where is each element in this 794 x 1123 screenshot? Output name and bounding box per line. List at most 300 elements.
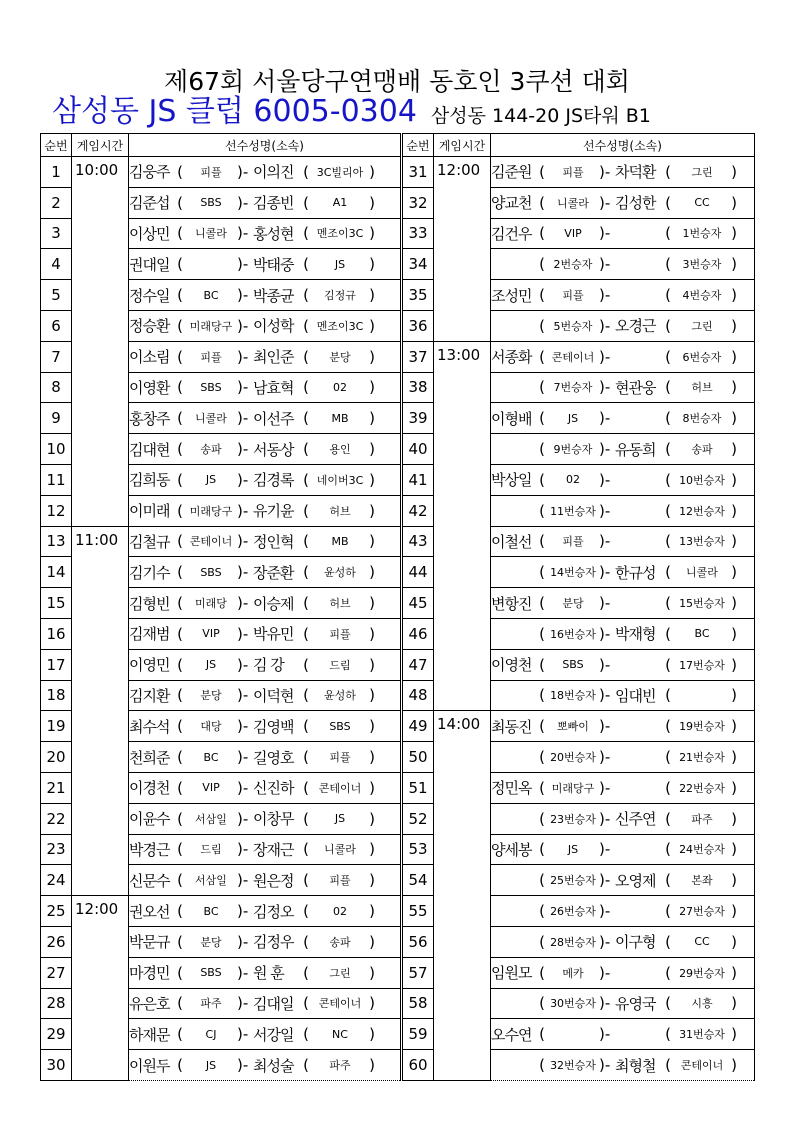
player-b-club: 22번승자 (679, 781, 725, 795)
versus-dash: )- (599, 193, 611, 212)
player-b-club: 용인 (329, 443, 351, 457)
match-number: 36 (403, 310, 434, 341)
player-b-name: 장준환 (253, 563, 294, 582)
match-number: 2 (41, 187, 72, 218)
club-name: 삼성동 JS 클럽 6005-0304 (52, 94, 417, 129)
paren-open: ( (665, 717, 671, 736)
player-pair (129, 711, 401, 742)
paren-open: ( (539, 1025, 545, 1044)
match-number: 1 (41, 157, 72, 188)
player-b-name: 유동희 (615, 440, 656, 459)
paren-open: ( (177, 347, 183, 366)
player-b-club: 6번승자 (682, 350, 722, 364)
paren-open: ( (177, 994, 183, 1013)
versus-dash: )- (237, 409, 249, 428)
match-number: 28 (41, 988, 72, 1019)
match-number: 7 (41, 341, 72, 372)
pair-line (491, 711, 754, 741)
player-a-club: 23번승자 (550, 812, 596, 826)
player-b-club: 윤성하 (324, 566, 356, 580)
player-b-name: 서동상 (253, 440, 294, 459)
paren-close: ) (369, 1056, 375, 1074)
player-pair (491, 372, 755, 403)
player-a-name: 김철규 (129, 532, 170, 551)
paren-open: ( (303, 286, 309, 305)
paren-open: ( (665, 778, 671, 797)
pair-line (129, 465, 400, 495)
match-number: 33 (403, 218, 434, 249)
player-b-name: 오경근 (615, 317, 656, 336)
player-pair (129, 957, 401, 988)
paren-close: ) (369, 286, 375, 305)
player-a-club: SBS (200, 380, 222, 394)
player-a-club: 니콜라 (557, 196, 589, 210)
paren-open: ( (177, 409, 183, 428)
player-a-club: JS (567, 411, 579, 425)
player-a-club: SBS (562, 658, 584, 672)
versus-dash: )- (237, 809, 249, 828)
player-a-club: VIP (202, 627, 220, 641)
paren-close: ) (731, 963, 737, 982)
match-number: 58 (403, 988, 434, 1019)
player-a-name: 하재문 (129, 1025, 170, 1044)
paren-open: ( (303, 378, 309, 397)
player-a-club: 피플 (562, 165, 584, 179)
player-a-club: 서삼일 (195, 874, 227, 888)
paren-open: ( (303, 162, 309, 181)
player-pair (129, 1050, 401, 1081)
paren-close: ) (369, 1025, 375, 1044)
player-b-club: 27번승자 (679, 905, 725, 919)
pair-line (129, 188, 400, 218)
paren-open: ( (665, 624, 671, 643)
paren-close: ) (731, 778, 737, 797)
player-pair (129, 403, 401, 434)
player-a-name: 유은호 (129, 994, 170, 1013)
player-a-club: VIP (202, 781, 220, 795)
paren-open: ( (177, 378, 183, 397)
paren-close: ) (369, 840, 375, 859)
player-pair (491, 187, 755, 218)
paren-close: ) (731, 440, 737, 459)
paren-open: ( (665, 563, 671, 582)
pair-line (491, 896, 754, 926)
player-a-name: 권대일 (129, 255, 170, 274)
player-b-club: 니콜라 (686, 566, 718, 580)
versus-dash: )- (237, 871, 249, 890)
versus-dash: )- (599, 840, 611, 859)
versus-dash: )- (237, 655, 249, 674)
pair-line (491, 373, 754, 403)
player-pair (129, 249, 401, 280)
player-pair (491, 526, 755, 557)
player-b-club: 파주 (691, 812, 713, 826)
player-b-name: 이의진 (253, 163, 294, 182)
game-time: 10:00 (72, 157, 129, 527)
player-b-name: 홍성현 (253, 224, 294, 243)
player-b-name: 차덕환 (615, 163, 656, 182)
player-a-club: 피플 (562, 289, 584, 303)
versus-dash: )- (237, 286, 249, 305)
paren-open: ( (665, 378, 671, 397)
player-b-name: 이창무 (253, 810, 294, 829)
versus-dash: )- (237, 624, 249, 643)
paren-open: ( (539, 717, 545, 736)
paren-close: ) (731, 193, 737, 212)
player-b-club: BC (694, 627, 710, 641)
paren-open: ( (665, 994, 671, 1013)
player-a-name: 조성민 (491, 286, 532, 305)
versus-dash: )- (599, 532, 611, 551)
player-b-club: 피플 (329, 874, 351, 888)
paren-open: ( (539, 840, 545, 859)
player-pair (491, 341, 755, 372)
player-a-name: 이영민 (129, 656, 170, 675)
paren-open: ( (303, 902, 309, 921)
paren-close: ) (369, 871, 375, 890)
player-a-name: 이경천 (129, 779, 170, 798)
paren-open: ( (665, 963, 671, 982)
player-a-club: 대당 (200, 720, 222, 734)
versus-dash: )- (237, 1025, 249, 1044)
player-b-club: 콘테이너 (318, 781, 362, 795)
paren-open: ( (539, 224, 545, 243)
pair-line (129, 804, 400, 834)
match-number: 25 (41, 896, 72, 927)
player-b-name: 박태중 (253, 255, 294, 274)
paren-open: ( (177, 717, 183, 736)
match-number: 43 (403, 526, 434, 557)
player-a-club: CJ (205, 1027, 217, 1041)
paren-close: ) (369, 563, 375, 582)
versus-dash: )- (237, 778, 249, 797)
player-a-name: 이영환 (129, 378, 170, 397)
versus-dash: )- (599, 624, 611, 643)
match-number: 35 (403, 280, 434, 311)
player-b-name: 원 훈 (253, 964, 284, 983)
paren-open: ( (177, 932, 183, 951)
player-b-name: 최성술 (253, 1056, 294, 1075)
paren-open: ( (539, 1056, 545, 1074)
player-b-name: 오영제 (615, 871, 656, 890)
paren-open: ( (665, 1025, 671, 1044)
versus-dash: )- (599, 409, 611, 428)
pair-line (491, 588, 754, 618)
versus-dash: )- (599, 224, 611, 243)
player-b-name: 남효혁 (253, 378, 294, 397)
paren-close: ) (369, 224, 375, 243)
pair-line (129, 157, 400, 187)
paren-open: ( (177, 655, 183, 674)
paren-open: ( (539, 470, 545, 489)
player-a-name: 이상민 (129, 224, 170, 243)
player-pair (491, 464, 755, 495)
paren-close: ) (369, 686, 375, 705)
player-a-club: 분당 (562, 597, 584, 611)
player-b-club: 13번승자 (679, 535, 725, 549)
paren-open: ( (303, 717, 309, 736)
player-a-name: 김기수 (129, 563, 170, 582)
pair-line (129, 342, 400, 372)
pair-line (129, 711, 400, 741)
player-b-name: 서강일 (253, 1025, 294, 1044)
player-b-club: 8번승자 (682, 412, 722, 426)
match-number: 55 (403, 896, 434, 927)
player-b-name: 김정우 (253, 933, 294, 952)
paren-open: ( (539, 347, 545, 366)
match-number: 5 (41, 280, 72, 311)
paren-open: ( (539, 686, 545, 705)
paren-open: ( (539, 932, 545, 951)
player-b-name: 이성학 (253, 317, 294, 336)
pair-line (491, 1050, 754, 1080)
paren-close: ) (731, 871, 737, 890)
player-b-club: 3C빌리아 (316, 165, 364, 179)
player-b-name: 이덕현 (253, 686, 294, 705)
versus-dash: )- (237, 501, 249, 520)
player-pair (491, 711, 755, 742)
pair-line (491, 403, 754, 433)
versus-dash: )- (237, 840, 249, 859)
club-info (52, 94, 752, 128)
versus-dash: )- (599, 778, 611, 797)
player-a-club: 16번승자 (550, 627, 596, 641)
paren-open: ( (665, 347, 671, 366)
versus-dash: )- (599, 255, 611, 274)
player-a-club: JS (567, 842, 579, 856)
paren-open: ( (303, 778, 309, 797)
player-pair (491, 1050, 755, 1081)
paren-close: ) (731, 347, 737, 366)
paren-close: ) (731, 686, 737, 705)
match-number: 45 (403, 588, 434, 619)
table-row (41, 896, 401, 927)
paren-open: ( (539, 963, 545, 982)
player-a-name: 신문수 (129, 871, 170, 890)
match-number: 34 (403, 249, 434, 280)
player-a-club: SBS (200, 966, 222, 980)
paren-open: ( (303, 871, 309, 890)
paren-open: ( (303, 470, 309, 489)
paren-close: ) (369, 532, 375, 551)
player-a-club: 26번승자 (550, 905, 596, 919)
paren-open: ( (539, 994, 545, 1013)
paren-close: ) (369, 902, 375, 921)
player-b-club: 15번승자 (679, 597, 725, 611)
match-number: 60 (403, 1050, 434, 1081)
table-row (41, 157, 401, 188)
paren-close: ) (369, 409, 375, 428)
player-a-club: SBS (200, 196, 222, 210)
player-a-name: 박상일 (491, 471, 532, 490)
versus-dash: )- (237, 316, 249, 335)
player-b-club: 드림 (329, 658, 351, 672)
player-b-club: 1번승자 (682, 227, 722, 241)
player-b-name: 유기윤 (253, 502, 294, 521)
paren-open: ( (177, 316, 183, 335)
paren-open: ( (303, 809, 309, 828)
player-a-club: VIP (564, 226, 582, 240)
pair-line (491, 958, 754, 988)
paren-open: ( (665, 748, 671, 767)
match-number: 8 (41, 372, 72, 403)
match-number: 9 (41, 403, 72, 434)
match-number: 11 (41, 464, 72, 495)
player-a-club: SBS (200, 565, 222, 579)
paren-open: ( (539, 594, 545, 613)
player-pair (129, 803, 401, 834)
match-number: 50 (403, 742, 434, 773)
match-number: 13 (41, 526, 72, 557)
player-b-club: 02 (333, 904, 347, 918)
paren-open: ( (177, 501, 183, 520)
player-a-club: 미래당구 (189, 504, 233, 518)
pair-line (129, 434, 400, 464)
player-pair (491, 896, 755, 927)
player-b-club: 네이버3C (316, 473, 364, 487)
player-pair (491, 772, 755, 803)
paren-open: ( (303, 347, 309, 366)
player-a-club: 32번승자 (550, 1059, 596, 1072)
player-a-name: 김희동 (129, 471, 170, 490)
player-a-club: 서삼일 (195, 812, 227, 826)
player-a-name: 박경근 (129, 840, 170, 859)
match-number: 40 (403, 434, 434, 465)
paren-close: ) (731, 286, 737, 305)
player-pair (129, 772, 401, 803)
pair-line (491, 342, 754, 372)
player-b-name: 정인혁 (253, 532, 294, 551)
player-a-club: JS (205, 1058, 217, 1072)
match-number: 3 (41, 218, 72, 249)
paren-open: ( (665, 932, 671, 951)
player-pair (129, 157, 401, 188)
player-pair (491, 157, 755, 188)
player-pair (129, 988, 401, 1019)
match-number: 32 (403, 187, 434, 218)
player-pair (129, 649, 401, 680)
player-b-name: 신진하 (253, 779, 294, 798)
player-a-club: BC (203, 904, 219, 918)
pair-line (129, 280, 400, 310)
paren-close: ) (731, 470, 737, 489)
player-b-name: 박종균 (253, 286, 294, 305)
player-b-name: 이승제 (253, 594, 294, 613)
paren-open: ( (177, 748, 183, 767)
match-number: 29 (41, 1019, 72, 1050)
match-number: 16 (41, 618, 72, 649)
paren-open: ( (665, 255, 671, 274)
paren-open: ( (539, 902, 545, 921)
player-pair (491, 834, 755, 865)
paren-open: ( (539, 378, 545, 397)
player-b-club: 그린 (691, 165, 713, 179)
versus-dash: )- (599, 440, 611, 459)
match-number: 15 (41, 588, 72, 619)
paren-open: ( (177, 686, 183, 705)
pair-line (129, 989, 400, 1019)
player-a-club: 콘테이너 (189, 535, 233, 549)
player-a-name: 천희준 (129, 748, 170, 767)
paren-close: ) (369, 316, 375, 335)
versus-dash: )- (599, 501, 611, 520)
player-a-name: 이소림 (129, 348, 170, 367)
header-time: 게임시간 (434, 134, 491, 157)
player-a-club: 분당 (200, 689, 222, 703)
pair-line (491, 527, 754, 557)
player-b-club: A1 (332, 196, 348, 210)
match-number: 27 (41, 957, 72, 988)
player-b-club: 니콜라 (324, 843, 356, 857)
player-a-name: 홍창주 (129, 409, 170, 428)
versus-dash: )- (237, 963, 249, 982)
player-a-name: 이윤수 (129, 810, 170, 829)
paren-open: ( (539, 193, 545, 212)
paren-open: ( (303, 686, 309, 705)
player-a-name: 변항진 (491, 594, 532, 613)
player-a-name: 마경민 (129, 964, 170, 983)
game-time: 14:00 (434, 711, 491, 1081)
player-pair (491, 218, 755, 249)
pair-line (129, 773, 400, 803)
player-b-club: 피플 (329, 751, 351, 765)
paren-open: ( (539, 501, 545, 520)
player-a-club: 니콜라 (195, 412, 227, 426)
player-a-club: 7번승자 (553, 381, 593, 395)
player-pair (129, 495, 401, 526)
match-number: 54 (403, 865, 434, 896)
player-pair (491, 434, 755, 465)
paren-open: ( (303, 840, 309, 859)
paren-open: ( (303, 932, 309, 951)
pair-line (129, 865, 400, 895)
match-number: 42 (403, 495, 434, 526)
match-number: 17 (41, 649, 72, 680)
match-number: 31 (403, 157, 434, 188)
pair-line (129, 588, 400, 618)
player-pair (491, 957, 755, 988)
paren-close: ) (731, 1056, 737, 1074)
table-row (403, 157, 755, 188)
game-time: 12:00 (434, 157, 491, 342)
paren-close: ) (369, 193, 375, 212)
paren-open: ( (539, 624, 545, 643)
player-a-club: 메카 (562, 966, 584, 980)
pair-line (491, 650, 754, 680)
game-time: 12:00 (72, 896, 129, 1081)
paren-close: ) (369, 378, 375, 397)
paren-close: ) (731, 717, 737, 736)
paren-open: ( (665, 809, 671, 828)
pair-line (129, 1050, 400, 1080)
paren-open: ( (665, 840, 671, 859)
paren-open: ( (303, 501, 309, 520)
paren-open: ( (177, 193, 183, 212)
pair-line (129, 527, 400, 557)
paren-open: ( (177, 902, 183, 921)
versus-dash: )- (237, 594, 249, 613)
pair-line (129, 496, 400, 526)
paren-close: ) (731, 501, 737, 520)
versus-dash: )- (599, 994, 611, 1013)
player-a-club: 뽀빠이 (557, 720, 589, 734)
paren-open: ( (539, 162, 545, 181)
player-pair (129, 557, 401, 588)
player-b-club: 4번승자 (682, 289, 722, 303)
pair-line (491, 557, 754, 587)
player-b-club: 17번승자 (679, 658, 725, 672)
match-number: 37 (403, 341, 434, 372)
